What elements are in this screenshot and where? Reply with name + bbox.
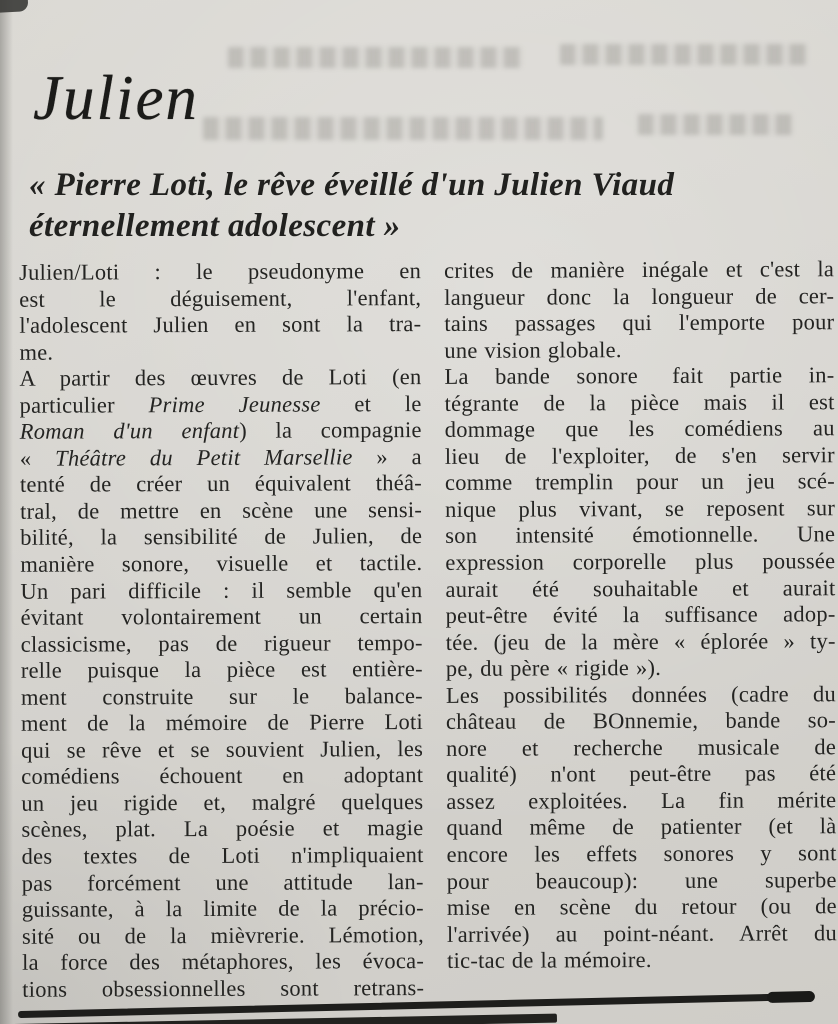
text-line: relle puisque la pièce est entière- bbox=[20, 656, 423, 683]
text-line: la force des métaphores, les évoca- bbox=[22, 948, 425, 975]
text-line: l'arrivée) au point-néant. Arrêt du bbox=[446, 919, 838, 947]
text-line: dommage que les comédiens au bbox=[444, 415, 835, 443]
text-line: comme tremplin pour un jeu scé- bbox=[444, 468, 836, 496]
text-line: expression corporelle plus poussée bbox=[445, 548, 836, 575]
text-line: l'adolescent Julien en sont la tra- bbox=[19, 311, 422, 338]
text-line: pas forcément une attitude lan- bbox=[21, 868, 424, 896]
text-line: « Théâtre du Petit Marsellie » a bbox=[19, 443, 422, 471]
text-line: ment construite sur le balance- bbox=[20, 682, 423, 710]
text-line: tic-tac de la mémoire. bbox=[447, 947, 652, 974]
text-line: pe, du père « rigide »). bbox=[445, 655, 662, 682]
text-line: Un pari difficile : il semble qu'en bbox=[20, 576, 423, 604]
text-line: quand même de patienter (et là bbox=[446, 813, 837, 841]
text-line: tains passages qui l'emporte pour bbox=[444, 309, 835, 337]
text-line: mise en scène du retour (ou de bbox=[446, 893, 837, 921]
text-line: A partir des œuvres de Loti (en bbox=[19, 364, 422, 391]
text-line: encore les effets sonores y sont bbox=[446, 840, 837, 867]
text-line: tée. (jeu de la mère « éplorée » ty- bbox=[445, 627, 836, 655]
left-column bbox=[19, 258, 424, 1003]
text-line: Les possibilités données (cadre du bbox=[445, 680, 836, 708]
text-line: bilité, la sensibilité de Julien, de bbox=[20, 523, 423, 551]
text-line: scènes, plat. La poésie et magie bbox=[21, 815, 424, 843]
text-line: classicisme, pas de rigueur tempo- bbox=[20, 629, 423, 657]
text-line: me. bbox=[19, 339, 54, 365]
text-line: guissante, à la limite de la précio- bbox=[21, 895, 424, 922]
text-line: qui se rêve et se souvient Julien, les bbox=[21, 735, 424, 763]
text-line: comédiens échouent en adoptant bbox=[21, 762, 424, 790]
article-subtitle-line2: éternellement adolescent » bbox=[29, 208, 401, 245]
text-line: est le déguisement, l'enfant, bbox=[19, 284, 422, 312]
text-line: aurait été souhaitable et aurait bbox=[445, 574, 836, 602]
text-line: un jeu rigide et, malgré quelques bbox=[21, 788, 424, 816]
text-line: son intensité émotionnelle. Une bbox=[445, 521, 836, 549]
text-line: une vision globale. bbox=[444, 336, 622, 363]
ink-bleedthrough-artifact bbox=[228, 47, 523, 68]
ink-bleedthrough-artifact bbox=[203, 117, 603, 140]
right-column bbox=[444, 256, 837, 1001]
text-line: manière sonore, visuelle et tactile. bbox=[20, 550, 423, 577]
article-body bbox=[19, 256, 837, 1003]
text-line: qualité) n'ont peut-être pas été bbox=[446, 760, 837, 788]
article-subtitle-line1: « Pierre Loti, le rêve éveillé d'un Julien Viaud bbox=[29, 167, 675, 204]
text-line: sité ou de la mièvrerie. Lémotion, bbox=[21, 921, 425, 949]
text-line: pour beaucoup): une superbe bbox=[446, 866, 837, 894]
article-title: Julien bbox=[33, 63, 199, 134]
scan-corner-artifact bbox=[0, 0, 28, 13]
text-line: La bande sonore fait partie in- bbox=[444, 362, 835, 390]
text-line: Roman d'un enfant) la compagnie bbox=[19, 417, 422, 445]
text-line: crites de manière inégale et c'est la bbox=[443, 256, 835, 283]
text-line: nique plus vivant, se reposent sur bbox=[445, 495, 836, 522]
text-line: château de BOnnemie, bande so- bbox=[445, 707, 837, 735]
article-subtitle bbox=[29, 165, 829, 247]
text-line: nore et recherche musicale de bbox=[446, 734, 837, 761]
text-line: des textes de Loti n'impliquaient bbox=[21, 842, 424, 869]
ink-bleedthrough-artifact bbox=[560, 44, 808, 65]
text-line: peut-être évité la suffisance adop- bbox=[445, 601, 836, 629]
text-line: évitant volontairement un certain bbox=[20, 603, 423, 630]
text-line: tions obsessionnelles sont retrans- bbox=[22, 974, 425, 1002]
text-line: assez exploitées. La fin mérite bbox=[446, 787, 837, 814]
ink-bleedthrough-artifact bbox=[638, 114, 793, 135]
text-line: particulier Prime Jeunesse et le bbox=[19, 390, 422, 418]
text-line: lieu de l'exploiter, de s'en servir bbox=[444, 442, 835, 469]
text-line: Julien/Loti : le pseudonyme en bbox=[19, 258, 422, 285]
text-line: tégrante de la pièce mais il est bbox=[444, 388, 835, 416]
text-line: tenté de créer un équivalent théâ- bbox=[19, 470, 423, 498]
text-line: tral, de mettre en scène une sensi- bbox=[20, 496, 423, 524]
text-line: langueur donc la longueur de cer- bbox=[444, 282, 835, 310]
text-line: ment de la mémoire de Pierre Loti bbox=[20, 709, 424, 737]
paper-edge-shadow bbox=[0, 0, 13, 1024]
